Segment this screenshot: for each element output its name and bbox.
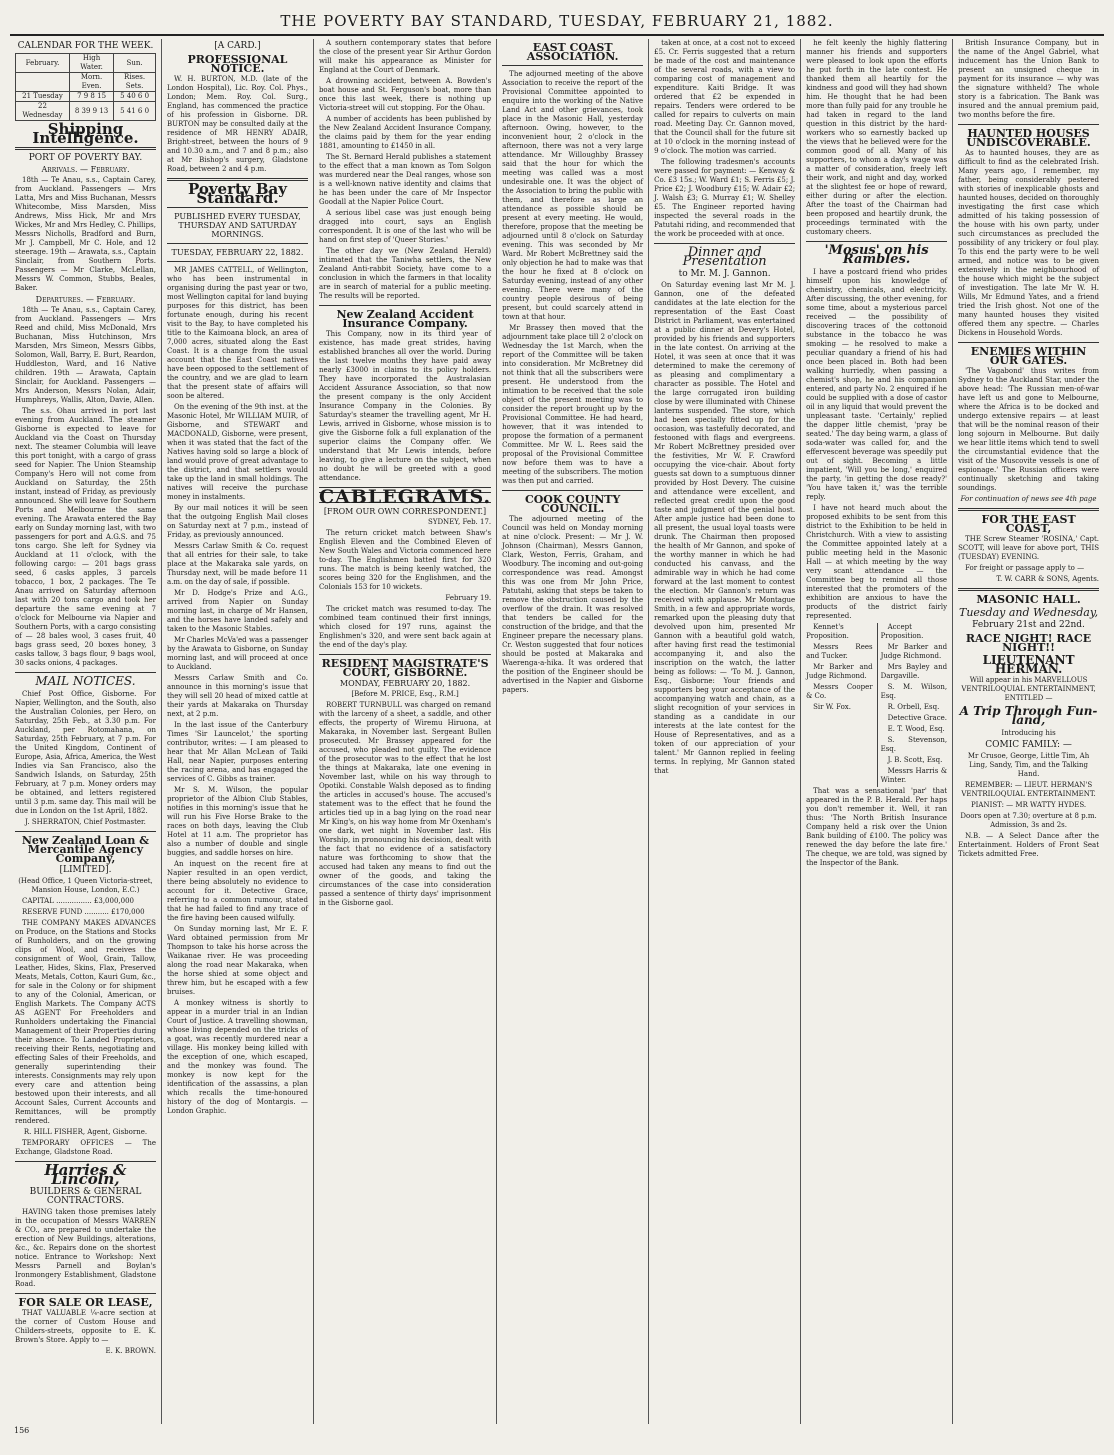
rm-court-bench: [Before M. PRICE, Esq., R.M.]	[351, 690, 459, 698]
dance-text: N.B. — A Select Dance after the Entertainment. Holders of Front Seat Tickets admitted Free.	[958, 832, 1100, 858]
insurance-continued: British Insurance Company, but in the name of the Angel Gabriel, what inducement has the Union Bank to present an unsigned cheque in payment for its insurance — why was the signature withheld? The whole story is a fabrication. The Bank was insured and the annual premium paid, two months before the fire.	[958, 39, 1100, 119]
east-coast-text: Mr Brassey then moved that the adjournment take place till 2 o'clock on Wednesday the 1st March, when the report of the Committee will be taken into consideration. Mr McBretney did not think that all the subscribers were present. He understood from the intimation to be received that the sole object of the present meeting was to consider the report brought up by the Provisional Committee. He had heard, however, that it was intended to propose the formation of a permanent Committee. Mr W. L. Rees said the proposal of the Provisional Committee now before them was to have a meeting of the subscribers. The motion was then put and carried.	[502, 324, 644, 485]
divider	[15, 831, 156, 832]
port-title: PORT OF POVERTY BAY.	[28, 153, 143, 163]
herman-title: LIEUTENANT HERMAN.	[982, 653, 1075, 676]
column-6	[801, 39, 953, 1424]
column-7	[953, 39, 1104, 1424]
mosus-text: I have not heard much about the proposed exhibits to be sent from this district to the Exhibition to be held in Christchurch. With a view to assisting the Committee appointed lately at a public meeting held in the Masonic Hall — at which meeting by the way very scant attendance — the Committee beg to remind all those interested that the promoters of the exhibition are anxious to have the products of the district fairly represented.	[806, 504, 948, 620]
harries-text: HAVING taken those premises lately in the occupation of Messrs WARREN & CO., are prepared to undertake the erection of New Buildings, alterations, &c., &c. Repairs done on the shortest notice. Entrance to Workshop: Next Messrs Parnell and Boylan's Ironmongery Establishment, Gladstone Road.	[15, 1208, 156, 1288]
shipping-title: Shipping Intelligence.	[32, 120, 139, 147]
calendar-table	[15, 53, 156, 121]
mosus-title: 'Mosus' on his Rambles.	[824, 243, 929, 267]
column-1	[10, 39, 162, 1424]
divider	[502, 65, 643, 66]
sign-item: Accept Proposition.	[880, 623, 924, 640]
divider	[15, 1293, 156, 1294]
shipping-notes: The s.s. Ohau arrived in port last evening from Auckland. The steamer Gisborne is expected to leave for Auckland via the Coast on Thursday next. The steamer Columbia will leave this port tonight, with a cargo of grass seed for Napier. The Union Steamship Company's Hero will not come from Auckland on Saturday, the 25th instant, instead of Friday, as previously announced. She will leave for Southern Ports and Melbourne the same evening. The Arawata entered the Bay early on Sunday morning last, with two passengers for port and A.G.S. and 75 tons cargo. She left for Sydney via Auckland at 11 o'clock, with the following cargo: — 201 bags grass seed, 6 casks apples, 3 parcels tobacco, 1 box, 2 packages. The Te Anau arrived on Saturday afternoon last with 20 tons cargo and took her departure the same evening at 7 o'clock for Melbourne via Napier and Southern Ports, with a cargo consisting of — 28 bales wool, 3 cases fruit, 40 bags grass seed, 20 boxes honey, 3 casks tallow, 3 bags flour, 9 bags wool, 30 sacks onions, 4 packages.	[15, 407, 156, 667]
pianist-text: PIANIST: — MR WATTY HYDES.	[970, 801, 1087, 809]
herman-text: Will appear in his MARVELLOUS VENTRILOQUIAL ENTERTAINMENT, ENTITLED —	[961, 676, 1096, 702]
divider	[958, 342, 1099, 343]
newspaper-page	[10, 10, 1104, 1435]
column-5	[649, 39, 801, 1424]
arrivals-text: 18th — Te Anau, s.s., Captain Carey, from Auckland. Passengers — Mrs Latta, Mrs and Miss Buchanan, Messrs Whitecombe, Miss Marsden, Miss Andrews, Miss Hick, Mr and Mrs Wickes, Mr and Mrs Hedley, C. Phillips, Messrs Nicholls, Bradford and Burn, Mr J. Campbell, Mr C. Hole, and 12 steerage. 19th — Arawata, s.s., Captain Sinclair, from Southern Ports. Passengers — Mr Clarke, McLellan, Messrs W. Common, Stubbs, Beales, Baker.	[15, 176, 156, 292]
sign-item: Mr Barker and Judge Richmond.	[806, 663, 873, 680]
cook-county-title: COOK COUNTY COUNCIL.	[524, 493, 621, 515]
calendar-cell: 21 Tuesday	[16, 92, 70, 102]
masonic-title: MASONIC HALL.	[976, 593, 1081, 606]
calendar-title: CALENDAR FOR THE WEEK.	[17, 41, 154, 51]
calendar-cell: 5 40 6 0	[114, 92, 156, 102]
race-night: RACE NIGHT! RACE NIGHT!!	[965, 632, 1092, 654]
cablegrams-subtitle: [FROM OUR OWN CORRESPONDENT.]	[323, 507, 487, 516]
divider	[167, 261, 308, 262]
divider	[958, 508, 1099, 511]
enemies-text: 'The Vagabond' thus writes from Sydney to the Auckland Star, under the above head: 'The Russian men-of-war have left us and gone to Melbourne, where the Africa is to be docked and undergo extensive repairs — at least that will be the nominal reason of their long sojourn in Melbourne. But daily we hear little items which tend to swell the circumstantial evidence that the visit of the Muscovite vessels is one of espionage.' The Russian officers were continually sketching and taking soundings.	[958, 367, 1100, 492]
capital-line: CAPITAL ................ £3,000,000	[22, 897, 135, 905]
dateline: TUESDAY, FEBRUARY 22, 1882.	[171, 248, 304, 257]
cablegrams-title: CABLEGRAMS.	[318, 486, 492, 508]
enemies-title: ENEMIES WITHIN OUR GATES.	[970, 345, 1087, 367]
divider	[319, 305, 491, 306]
sign-item: E. T. Wood, Esq.	[887, 725, 945, 733]
divider	[15, 672, 156, 673]
news-paragraph: By our mail notices it will be seen that the outgoing English Mail closes on Saturday next at 7 p.m., instead of Friday, as previously announced.	[166, 504, 308, 539]
nzloan-text: THE COMPANY MAKES ADVANCES on Produce, on the Stations and Stocks of Runholders, and on the growing clips of Wool, and receives the consignment of Wool, Grain, Tallow, Leather, Hides, Skins, Flax, Preserved Meats, Metals, Cotton, Kauri Gum, &c., for sale in the Colony or for shipment to any of the Colonial, American, or English Markets. The Company ACTS AS AGENT For Freeholders and Runholders undertaking the Financial Management of their Properties during their absence. To Landed Proprietors, receiving their Rents, negotiating and effecting Sales of their Freeholds, and generally superintending their interests. Consignments may rely upon every care and attention being bestowed upon their interests, and all Account Sales, Current Accounts and Remittances, will be promptly rendered.	[15, 919, 156, 1125]
cable-date: February 19.	[445, 594, 492, 602]
haunted-text: As to haunted houses, they are as difficult to find as the celebrated Irish. Many years ago, I remember, my father, being considerably pestered with stories of inexplicable ghosts and haunted houses, decided on thoroughly investigating the first case which admitted of his taking possession of the house with his own party, under such circumstances as precluded the possibility of any trickery or foul play. To this end the party were to be well armed, and notice was to be given extensively in the neighbourhood of the house which might be the subject of investigation. The late Mr W. H. Wills, Mr Edmund Yates, and a friend tried the Irish ghost. Not one of the many haunted houses they visited offered them any spectre. — Charles Dickens in Household Words.	[958, 149, 1100, 337]
family-list: Mr Crusoe, George, Little Tim, Ah Ling, Sandy, Tim, and the Talking Hand.	[967, 752, 1090, 778]
calendar-cell: 8 39 9 13	[69, 102, 113, 121]
signs-list	[806, 623, 947, 787]
rm-court-text: ROBERT TURNBULL was charged on remand with the larceny of a sheet, a saddle, and other effects, the property of Wiremu Hiruona, at Makaraka, in November last. Sergeant Bullen prosecuted. Mr Brassey appeared for the accused, who pleaded not guilty. The evidence of the prosecutor was to the effect that he lost the things at Makaraka, late one evening in November last, while on his way through to Opotiki. Constable Walsh deposed as to finding the articles in accused's house. The accused's statement was to the effect that he found the articles tied up in a bag lying on the road near Mr King's, on his way home from Mr Oxenham's one dark, wet night in November last. His Worship, in pronouncing his decision, dealt with the fact that no evidence of a satisfactory nature was forthcoming to show that the accused had taken any means to find out the owner of the goods, and taking the circumstances of the case into consideration passed a sentence of thirty days' imprisonment in the Gisborne gaol.	[318, 701, 492, 907]
mail-title: MAIL NOTICES.	[35, 674, 136, 688]
sign-item: J. B. Scott, Esq.	[887, 756, 943, 764]
news-paragraph: The other day we (New Zealand Herald) intimated that the Taniwha settlers, the New Zealand Anti-rabbit Society, have come to a conclusion in which the farmers in that locality are in search of material for a public meeting. The results will be reported.	[318, 247, 492, 300]
mail-signature: J. SHERRATON, Chief Postmaster.	[25, 818, 146, 826]
news-paragraph: In the last issue of the Canterbury Times 'Sir Launcelot,' the sporting contributor, writes: — I am pleased to hear that Mr Allan McLean of Taiki Hall, near Napier, purposes entering the racing arena, and has engaged the services of C. Gibbs as trainer.	[166, 721, 308, 783]
cable-text: The cricket match was resumed to-day. The combined team continued their first innings, which closed for 197 runs, against the Englishmen's 320, and were sent back again at the end of the day's play.	[318, 605, 492, 649]
accounts-text: The following tradesmen's accounts were passed for payment: — Kenway & Co. £3 15s.; W. Ward £1; S. Ferris £5; J. Price £2; J. Woodbury £15; W. Adair £2; J. Walsh £3; G. Murray £1; W. Shelley £5. The Engineer reported having inspected the several roads in the Patutahi riding, and recommended that the work be proceeded with at once.	[654, 158, 796, 238]
east-coast-ad-text: THE Screw Steamer 'ROSINA,' Capt. SCOTT, will leave for above port, THIS (TUESDAY) EVENING.	[958, 535, 1100, 561]
calendar-header-cell: Sun.	[114, 54, 156, 73]
doors-text: Doors open at 7.30; overture at 8 p.m. Admission, 3s and 2s.	[960, 812, 1097, 829]
cook-county-text: The adjourned meeting of the Council was held on Monday morning at nine o'clock. Present: — Mr J. W. Johnson (Chairman), Messrs Gannon, Clark, Weston, Ferris, Graham, and Woodbury. The incoming and out-going correspondence was read. Amongst this was one from Mr John Price, Patutahi, asking that steps be taken to remove the obstruction caused by the overflow of the drain. It was resolved that tenders be called for the construction of the bridge, and that the Engineer prepare the necessary plans. Cr. Weston suggested that four notices should be posted at Makaraka and Waerenga-a-hika. It was ordered that the position of the Engineer should be advertised in the Napier and Gisborne papers.	[502, 515, 644, 694]
calendar-cell: 7 9 8 15	[69, 92, 113, 102]
calendar-sub-cell: Rises. Sets.	[114, 73, 156, 92]
sign-item: Messrs Harris & Winter.	[880, 767, 948, 784]
divider	[958, 124, 1099, 125]
rm-court-date: MONDAY, FEBRUARY 20, 1882.	[339, 679, 471, 688]
haunted-title: HAUNTED HOUSES UNDISCOVERABLE.	[966, 127, 1091, 149]
calendar-cell: 22 Wednesday	[16, 102, 70, 121]
news-paragraph: Messrs Carlaw Smith & Co. request that all entries for their sale, to take place at the Makaraka sale yards, on Thursday next, will be made before 11 a.m. on the day of sale, if possible.	[166, 542, 308, 586]
sign-item: Mrs Bayley and Dargaville.	[880, 663, 948, 680]
news-paragraph: The St. Bernard Herald publishes a statement to the effect that a man known as Tom Solgon was murdered near the Deal ranges, whose son is a well-known native identity and claims that he has been under the care of Mr Inspector Goodall at the Napier Police Court.	[318, 153, 492, 206]
council-text: taken at once, at a cost not to exceed £5. Cr. Ferris suggested that a return be made of the cost and maintenance of the several roads, with a view to comparing cost of management and expenditure. Kaiti Bridge. It was ordered that £2 be expended in repairs. Tenders were ordered to be called for repairs to culverts on main road. Meeting Day. Cr. Gannon moved, that the Council shall for the future sit at 10 o'clock in the morning instead of 9 o'clock. The motion was carried.	[654, 39, 796, 155]
calendar-sub-cell	[16, 73, 70, 92]
signs-right	[877, 623, 947, 787]
remember-text: REMEMBER: — LIEUT. HERMAN'S VENTRILOQUIAL ENTERTAINMENT.	[961, 781, 1096, 798]
columns	[10, 39, 1104, 1424]
intro-text: Introducing his	[1001, 729, 1056, 737]
divider	[806, 241, 947, 242]
news-paragraph: On the evening of the 9th inst. at the Masonic Hotel, Mr WILLIAM MUIR, of Gisborne, and STEWART and MACDONALD, Gisborne, were present, when it was stated that the fact of the Natives having sold so large a block of land would prove of great advantage to the district, and that settlers would take up the land in small holdings. The natives will receive the purchase money in instalments.	[166, 403, 308, 501]
harries-title: Harries & Lincoln,	[44, 1161, 127, 1188]
news-paragraph: A serious libel case was just enough being dragged into court, says an English correspondent. It is one of the last who will be hand on first step of 'Queer Stories.'	[318, 209, 492, 244]
rm-court-title: RESIDENT MAGISTRATE'S COURT, GISBORNE.	[321, 657, 489, 679]
accident-title: New Zealand Accident Insurance Company.	[336, 308, 474, 330]
east-coast-ad-agent: T. W. CARR & SONS, Agents.	[996, 575, 1100, 583]
mail-text: Chief Post Office, Gisborne. For Napier, Wellington, and the South, also the Australian Colonies, per Hero, on Saturday, 25th Feb., at 3.30 p.m. For Auckland, per Rotomahana, on Saturday, 25th February, at 7 p.m. For the United Kingdom, Continent of Europe, Asia, Africa, America, the West Indies via San Francisco, also the Sandwich Islands, on Saturday, 25th February, at 7 p.m. Money orders may be obtained, and letters registered until 3 p.m. same day. This mail will be due in London on the 1st April, 1882.	[15, 690, 156, 815]
sign-item: S. Stevenson, Esq.	[880, 736, 948, 753]
news-paragraph: A number of accidents has been published by the New Zealand Accident Insurance Company, the claims paid by them for the year ending 1881, amounting to £1450 in all.	[318, 115, 492, 150]
reserve-line: RESERVE FUND ........... £170,000	[22, 908, 145, 916]
divider	[958, 588, 1099, 591]
masthead: THE POVERTY BAY STANDARD, TUESDAY, FEBRUARY 21, 1882.	[10, 10, 1104, 36]
departures-heading: Departures. — February.	[35, 295, 136, 304]
east-coast-title: EAST COAST ASSOCIATION.	[526, 41, 619, 63]
dinner-continued: he felt keenly the highly flattering manner his friends and supporters were pleased to look upon the efforts he put forth in the late contest. He thanked them all heartily for the kindness and good will they had shown him. He thought that he had been more than fully paid for any trouble he had taken in regard to the land question in this district by the hard-workers who so earnestly backed up the views that he believed were for the common good of all. Many of his supporters, to whom a day's wage was a matter of consideration, freely left their work, and night and day, worked at the slightest fee or hope of reward, either during or after the election. After the toast of the Chairman had been proposed and heartily drunk, the proceedings terminated with the customary cheers.	[806, 39, 948, 236]
nzloan-title: New Zealand Loan & Mercantile Agency Company,	[21, 834, 150, 865]
forsale-text: THAT VALUABLE ¼-acre section at the corner of Custom House and Childers-streets, opposite to E. K. Brown's Store. Apply to —	[15, 1309, 156, 1344]
divider	[167, 243, 308, 244]
nzloan-subtitle: [LIMITED].	[59, 865, 112, 875]
calendar-header-cell: High Water.	[69, 54, 113, 73]
news-paragraph: A southern contemporary states that before the close of the present year Sir Arthur Gordon will make his appearance as Minister for England at the Court of Denmark.	[318, 39, 492, 74]
calendar-cell: 5 41 6 0	[114, 102, 156, 121]
forsale-title: FOR SALE OR LEASE,	[18, 1296, 153, 1309]
pbh-text: That was a sensational 'par' that appeared in the P. B. Herald. Per haps you don't remember it. Well, it ran thus: 'The North British Insurance Company held a risk over the Union Bank building of £100. The policy was renewed the day before the late fire.' The cheque, we are told, was signed by the Inspector of the Bank.	[806, 787, 948, 867]
news-paragraph: An inquest on the recent fire at Napier resulted in an open verdict, there being absolutely no evidence to account for it. Detective Grace, referring to a common rumour, stated that he had failed to find any trace of the fire having been caused wilfully.	[166, 860, 308, 922]
calendar-sub-cell: Morn. Even.	[69, 73, 113, 92]
news-paragraph: A drowning accident, between A. Bowden's boat house and St. Ferguson's boat, more than once this last week, there is nothing up Victoria-street will cut stopping. For the Ohau.	[318, 77, 492, 112]
calendar-header-cell: February.	[16, 54, 70, 73]
funland-title: A Trip Through Fun-land,	[959, 704, 1098, 727]
continuation-note: For continuation of news see 4th page	[960, 495, 1097, 503]
card-title: [A CARD.]	[214, 41, 261, 51]
sign-item: S. M. Wilson, Esq.	[880, 683, 948, 700]
nzloan-signature: R. HILL FISHER, Agent, Gisborne.	[23, 1128, 148, 1136]
sign-item: Sir W. Fox.	[813, 703, 851, 711]
nzloan-office: (Head Office, 1 Queen Victoria-street, Mansion House, London, E.C.)	[18, 877, 153, 894]
calendar-row	[16, 102, 156, 121]
temporary-offices: TEMPORARY OFFICES — The Exchange, Gladstone Road.	[15, 1139, 156, 1156]
divider	[319, 654, 491, 655]
news-paragraph: Mr D. Hodge's Prize and A.G., arrived from Napier on Sunday morning last, in charge of Mr Hansen, and the horses have landed safely and taken to the Masonic Stables.	[166, 589, 308, 633]
news-paragraph: On Sunday morning last, Mr E. F. Ward obtained permission from Mr Thompson to take his horse across the Waikanae river. He was proceeding along the road near Makaraka, when the horse shied at some object and threw him, but he escaped with a few bruises.	[166, 925, 308, 996]
masonic-days: Tuesday and Wednesday,	[958, 606, 1099, 619]
masonic-dates: February 21st and 22nd.	[972, 620, 1085, 630]
news-paragraph: Mr Charles McVa'ed was a passenger by the Arawata to Gisborne, on Sunday morning last, and will proceed at once to Auckland.	[166, 636, 308, 671]
news-paragraph: Messrs Carlaw Smith and Co. announce in this morning's issue that they will sell 20 head of mixed cattle at their yards at Makaraka on Thursday next, at 2 p.m.	[166, 674, 308, 718]
cable-date: SYDNEY, Feb. 17.	[428, 518, 492, 526]
standard-title: Poverty Bay Standard.	[187, 180, 287, 207]
column-2	[162, 39, 314, 1424]
news-paragraph: MR JAMES CATTELL, of Wellington, who has been instrumental in organising during the past year or two, most Wellington capital for land buying purposes for this district, has been fortunate enough, during his recent visit to the Bay, to have completed his title to the Kaimoana block, an area of 7,000 acres, situated along the East Coast. It is a change from the usual account that the East Coast natives have been opposed to the settlement of the country, and we are glad to learn that the present state of affairs will soon be altered.	[166, 266, 308, 400]
east-coast-ad-title: FOR THE EAST COAST,	[981, 513, 1076, 535]
sign-item: R. Orbell, Esq.	[887, 703, 940, 711]
sign-item: Detective Grace.	[887, 714, 947, 722]
divider	[15, 147, 156, 150]
east-coast-ad-freight: For freight or passage apply to —	[965, 564, 1085, 572]
sign-item: Kennet's Proposition.	[806, 623, 849, 640]
column-3	[314, 39, 497, 1424]
departures-text: 18th — Te Anau, s.s., Captain Carey, from Auckland. Passengers — Mrs Reed and child, Miss McDonald, Mrs Buchanan, Miss Hutchinson, Mrs Marsden, Mrs Simeon, Messrs Gibbs, Solomon, Wall, Barry, E. Burt, Reardon, Huddleston, Ward, and 16 Native children. 19th — Arawata, Captain Sinclair, for Auckland. Passengers — Mrs Anderson, Messrs Nolan, Adair, Humphreys, Wallis, Alton, Davie, Allen.	[15, 306, 156, 404]
news-paragraph: Mr S. M. Wilson, the popular proprietor of the Albion Club Stables, notifies in this morning's issue that he will run his Five Horse Brake to the races on both days, leaving the Club Hotel at 11 a.m. The proprietor has also a number of double and single buggies, and saddle horses on hire.	[166, 786, 308, 857]
dinner-subtitle: to Mr. M. J. Gannon.	[678, 269, 771, 279]
dinner-text: On Saturday evening last Mr M. J. Gannon, one of the defeated candidates at the late election for the representation of the East Coast District in Parliament, was entertained at a public dinner at Devery's Hotel, provided by his friends and supporters in the late contest. On arriving at the Hotel, it was seen at once that it was determined to make the ceremony of as pleasing and complimentary a character as possible. The Hotel and the large corrugated iron building close by were illuminated with Chinese lanterns suspended. The store, which had been specially fitted up for the occasion, was tastefully decorated, and festooned with flags and evergreens. Mr Robert McBrettney presided over the festivities, Mr W. F. Crawford occupying the vice-chair. About forty guests sat down to a sumptuous dinner provided by Host Devery. The cuisine and attendance were excellent, and reflected great credit upon the good taste and judgment of the genial host. After ample justice had been done to all present, the usual loyal toasts were drunk. The Chairman then proposed the health of Mr Gannon, and spoke of the worthy manner in which he had conducted his canvass, and the admirable way in which he had come forward at the last moment to contest the election. Mr Gannon's return was received with applause. Mr Montague Smith, in a few and appropriate words, remarked upon the pleasing duty that devolved upon him, presented Mr Gannon with a beautiful gold watch, after having first read the testimonial accompanying it, and also the inscription on the watch, the latter being as follows: — 'To M. J. Gannon, Esq., Gisborne: Your friends and supporters beg your acceptance of the accompanying watch and chain, as a slight recognition of your services in standing as a candidate in our interests at the late contest for the House of Representatives, and as a token of our appreciation of your talent.' Mr Gannon replied in feeling terms. In replying, Mr Gannon stated that	[654, 281, 796, 775]
cable-text: The return cricket match between Shaw's English Eleven and the Combined Eleven of New South Wales and Victoria commenced here to-day. The Englishmen batted first for 320 runs. The match is being keenly watched, the scores being 320 for the Englishmen, and the Colonials 153 for 10 wickets.	[318, 529, 492, 591]
card-heading: PROFESSIONAL NOTICE.	[187, 53, 288, 75]
harries-subtitle: BUILDERS & GENERAL CONTRACTORS.	[29, 1187, 142, 1206]
comic-family: COMIC FAMILY: —	[985, 740, 1072, 750]
divider	[654, 243, 795, 244]
card-text: W. H. BURTON, M.D. (late of the London Hospital), Lic. Roy. Col. Phys., London; Mem. Roy. Col. Surg., England, has commenced the practice of his profession in Gisborne. DR. BURTON may be consulted daily at the residence of MR HENRY ADAIR, Bright-street, between the hours of 9 and 10.30 a.m., and 7 and 8 p.m.; also at Mr Bishop's surgery, Gladstone Road, between 2 and 4 p.m.	[166, 75, 308, 173]
divider	[502, 490, 643, 491]
sign-item: Messrs Rees and Tucker.	[806, 643, 873, 660]
signs-left	[806, 623, 872, 787]
calendar-row	[16, 92, 156, 102]
arrivals-heading: Arrivals. — February.	[41, 165, 130, 174]
east-coast-text: The adjourned meeting of the above Association to receive the report of the Provisional Committee appointed to enquire into the working of the Native Land Act and other grievances, took place in the Masonic Hall, yesterday afternoon. Owing, however, to the inconvenient hour, 2 o'clock in the afternoon, there was not a very large attendance. Mr Willoughby Brassey said that the hour for which the meeting was called was a most undesirable one. It was the object of the Association to bring the public with them, and therefore as large an attendance as possible should be present at every meeting. He would, therefore, propose that the meeting be adjourned until 8 o'clock on Saturday evening. This was seconded by Mr Ward. Mr Robert McBrettney said the only objection he had to make was that the hour he fixed at 8 o'clock on Saturday evening, instead of any other evening. There were many of the country people desirous of being present, but could scarcely attend in town at that hour.	[502, 70, 644, 321]
divider	[167, 207, 308, 208]
published-line: PUBLISHED EVERY TUESDAY, THURSDAY AND SATURDAY MORNINGS.	[174, 212, 301, 239]
forsale-signature: E. K. BROWN.	[105, 1347, 156, 1355]
sign-item: Messrs Cooper & Co.	[806, 683, 873, 700]
page-number: 156	[14, 1426, 30, 1435]
column-4	[497, 39, 649, 1424]
sign-item: Mr Barker and Judge Richmond.	[880, 643, 948, 660]
dinner-title: Dinner and Presentation	[682, 245, 767, 269]
accident-text: This Company, now in its third year of existence, has made great strides, having established branches all over the world. During the last twelve months they have paid away nearly £3000 in claims to its policy holders. They have incorporated the Australasian Accident Assurance Association, so that now the present company is the only Accident Insurance Company in the Colonies. By Saturday's steamer the travelling agent, Mr H. Lewis, arrived in Gisborne, whose mission is to give the Gisborne folk a full explanation of the superior claims the Company offer. We understand that Mr Lewis intends, before leaving, to give a lecture on the subject, when no doubt he will be greeted with a good attendance.	[318, 330, 492, 482]
news-paragraph: A monkey witness is shortly to appear in a murder trial in an Indian Court of Justice. A travelling showman, whose living depended on the tricks of a goat, was recently murdered near a village. His monkey being killed with the exception of one, which escaped, and the monkey was found. The monkey is now kept for the identification of the assassins, a plan which recalls the time-honoured history of the dog of Montargis. — London Graphic.	[166, 999, 308, 1115]
mosus-text: I have a postcard friend who prides himself upon his knowledge of chemistry, chemicals, and electricity. After discussing, the other evening, for some time, about a mysterious parcel received — the possibility of discovering traces of the cottonoid substance in the tobacco he was smoking — he resolved to make a peculiar quandary a friend of his had once been placed in. Both had been walking hurriedly, when passing a chemist's shop, he and his companion entered, and party No. 2 enquired if he could be supplied with a dose of castor oil in any liquid that would prevent the unpleasant taste. 'Certainly,' replied the dapper little chemist, 'pray be seated.' The day being warm, a glass of soda-water was called for, and the effervescent beverage was speedily put out of sight. Becoming a little impatient, 'Will you be long,' enquired the party, 'in getting the dose ready?' 'You have taken it,' was the terrible reply.	[806, 268, 948, 501]
